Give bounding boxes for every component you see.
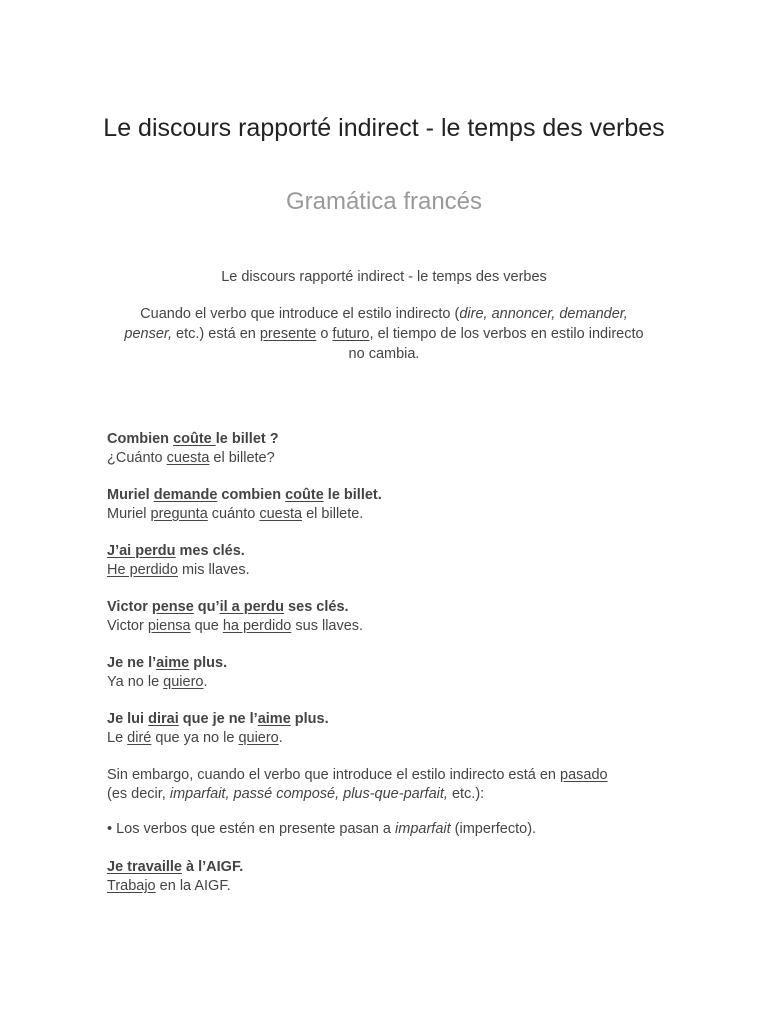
french-sentence: Combien coûte le billet ? [107,431,279,447]
intro-text: Cuando el verbo que introduce el estilo indirecto ( [140,306,460,322]
bullet-item: • Los verbos que estén en presente pasan a imparfait (imperfecto). [107,821,537,837]
page-subtitle: Gramática francés [285,188,483,215]
spanish-sentence: He perdido mis llaves. [107,562,250,578]
spanish-sentence: ¿Cuánto cuesta el billete? [107,450,275,466]
example-pair [107,654,707,692]
past-tense-paragraph: Sin embargo, cuando el verbo que introduce el estilo indirecto está en pasado (es decir, imparfait, passé composé, plus-que-parfait, etc.): [107,767,608,802]
intro-text: o [316,326,333,342]
example-pair [107,486,707,524]
pasado-underlined: pasado [560,767,608,783]
french-sentence: Je travaille à l’AIGF. [107,859,244,875]
french-sentence: Je lui dirai que je ne l’aime plus. [107,711,329,727]
example-pair [107,430,707,468]
french-sentence: Muriel demande combien coûte le billet. [107,487,382,503]
intro-verbs: dire, annoncer, demander, penser, [124,306,628,342]
spanish-sentence: Victor piensa que ha perdido sus llaves. [107,618,364,634]
intro-paragraph [116,304,652,364]
intro-futuro: futuro [332,326,370,342]
spanish-sentence: Le diré que ya no le quiero. [107,730,283,746]
spanish-sentence: Trabajo en la AIGF. [107,878,231,894]
french-sentence: J’ai perdu mes clés. [107,543,245,559]
example-pair [107,858,707,896]
spanish-sentence: Ya no le quiero. [107,674,208,690]
past-tenses: imparfait, passé composé, plus-que-parfait, [169,786,448,802]
intro-presente: presente [259,326,317,342]
intro-text: , el tiempo de los verbos en estilo indirecto no cambia. [348,326,644,362]
example-pair [107,710,707,748]
spanish-sentence: Muriel pregunta cuánto cuesta el billete. [107,506,364,522]
example-pair [107,598,707,636]
intro-text: etc.) está en [172,326,260,342]
french-sentence: Victor pense qu’il a perdu ses clés. [107,599,349,615]
french-sentence: Je ne l’aime plus. [107,655,228,671]
example-pair [107,542,707,580]
page-title: Le discours rapporté indirect - le temps des verbes [103,114,665,142]
section-title: Le discours rapporté indirect - le temps des verbes [221,269,547,285]
